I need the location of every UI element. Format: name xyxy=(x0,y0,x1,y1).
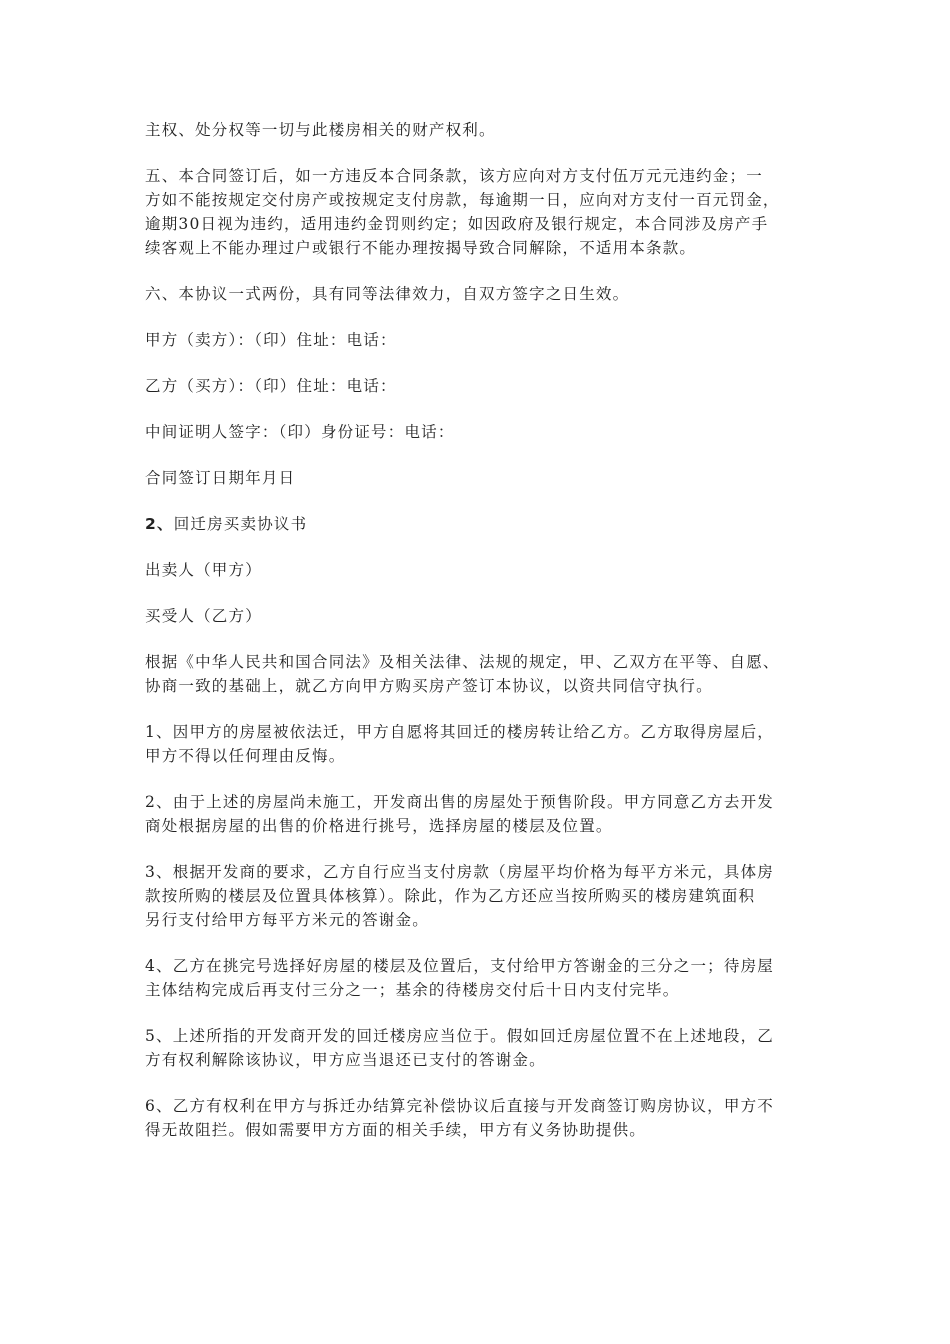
text-line: 4、乙方在挑完号选择好房屋的楼层及位置后，支付给甲方答谢金的三分之一；待房屋 xyxy=(145,957,774,975)
buyer-label xyxy=(145,604,810,628)
text-line: 协商一致的基础上，就乙方向甲方购买房产签订本协议，以资共同信守执行。 xyxy=(145,677,713,695)
section-number: 2、 xyxy=(145,515,174,533)
text-line: 合同签订日期年月日 xyxy=(145,469,296,487)
clause-1 xyxy=(145,720,810,768)
text-line: 乙方（买方）：（印）住址：电话： xyxy=(145,377,397,395)
text-line: 六、本协议一式两份，具有同等法律效力，自双方签字之日生效。 xyxy=(145,285,630,303)
witness-signature xyxy=(145,420,810,444)
paragraph-property-rights xyxy=(145,118,810,142)
preamble xyxy=(145,650,810,698)
text-line: 根据《中华人民共和国合同法》及相关法律、法规的规定，甲、乙双方在平等、自愿、 xyxy=(145,653,780,671)
text-line: 主体结构完成后再支付三分之一；基余的待楼房交付后十日内支付完毕。 xyxy=(145,981,680,999)
clause-six-copies xyxy=(145,282,810,306)
clause-4 xyxy=(145,954,810,1002)
text-line: 1、因甲方的房屋被依法迁，甲方自愿将其回迁的楼房转让给乙方。乙方取得房屋后， xyxy=(145,723,774,741)
party-b-signature xyxy=(145,374,810,398)
section-title: 回迁房买卖协议书 xyxy=(173,515,308,533)
text-line: 续客观上不能办理过户或银行不能办理按揭导致合同解除，不适用本条款。 xyxy=(145,239,697,257)
text-line: 6、乙方有权利在甲方与拆迁办结算完补偿协议后直接与开发商签订购房协议，甲方不 xyxy=(145,1097,774,1115)
signing-date xyxy=(145,466,810,490)
text-line: 方有权利解除该协议，甲方应当退还已支付的答谢金。 xyxy=(145,1051,546,1069)
text-line: 另行支付给甲方每平方米元的答谢金。 xyxy=(145,911,429,929)
text-line: 五、本合同签订后，如一方违反本合同条款，该方应向对方支付伍万元元违约金；一 xyxy=(145,167,763,185)
text-line: 逾期30日视为违约，适用违约金罚则约定；如因政府及银行规定，本合同涉及房产手 xyxy=(145,215,769,233)
clause-2 xyxy=(145,790,810,838)
text-line: 3、根据开发商的要求，乙方自行应当支付房款（房屋平均价格为每平方米元，具体房 xyxy=(145,863,774,881)
text-line: 中间证明人签字：（印）身份证号：电话： xyxy=(145,423,455,441)
text-line: 主权、处分权等一切与此楼房相关的财产权利。 xyxy=(145,121,496,139)
text-line: 甲方不得以任何理由反悔。 xyxy=(145,747,346,765)
clause-five-breach xyxy=(145,164,810,260)
text-line: 款按所购的楼层及位置具体核算）。除此，作为乙方还应当按所购买的楼房建筑面积 xyxy=(145,887,756,905)
seller-label xyxy=(145,558,810,582)
text-line: 甲方（卖方）：（印）住址：电话： xyxy=(145,331,397,349)
text-line: 5、上述所指的开发商开发的回迁楼房应当位于。假如回迁房屋位置不在上述地段，乙 xyxy=(145,1027,774,1045)
clause-5 xyxy=(145,1024,810,1072)
text-line: 出卖人（甲方） xyxy=(145,561,262,579)
document-page xyxy=(145,118,810,1164)
section-heading xyxy=(145,512,810,536)
clause-6 xyxy=(145,1094,810,1142)
text-line: 买受人（乙方） xyxy=(145,607,262,625)
text-line: 2、由于上述的房屋尚未施工，开发商出售的房屋处于预售阶段。甲方同意乙方去开发 xyxy=(145,793,774,811)
clause-3 xyxy=(145,860,810,932)
party-a-signature xyxy=(145,328,810,352)
text-line: 商处根据房屋的出售的价格进行挑号，选择房屋的楼层及位置。 xyxy=(145,817,613,835)
text-line: 方如不能按规定交付房产或按规定支付房款，每逾期一日，应向对方支付一百元罚金， xyxy=(145,191,780,209)
text-line: 得无故阻拦。假如需要甲方方面的相关手续，甲方有义务协助提供。 xyxy=(145,1121,647,1139)
